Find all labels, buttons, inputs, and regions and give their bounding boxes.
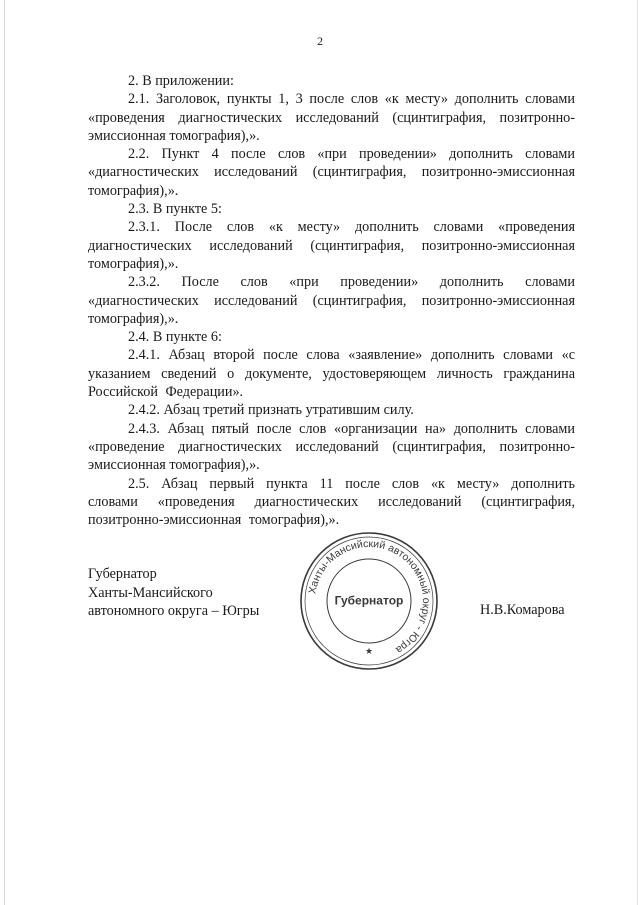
- paragraph-2-5: 2.5. Абзац первый пункта 11 после слов «к месту» дополнить словами «проведения диагностических исследований (сцинтиграфия, позитронно-эмиссионная томография),».: [88, 475, 575, 529]
- signatory-line-1: Губернатор: [88, 566, 157, 582]
- signatory-line-3: автономного округа – Югры: [88, 603, 260, 619]
- document-body: [88, 72, 575, 529]
- paragraph-2-3-2: 2.3.2. После слов «при проведении» дополнить словами «диагностических исследований (сцинтиграфия, позитронно-эмиссионная томография),».: [88, 274, 575, 327]
- page-number: 2: [317, 34, 323, 48]
- scan-edge-left: [4, 0, 5, 905]
- official-seal: [298, 530, 440, 672]
- seal-ring-text: Ханты-Мансийский автономный округ - Югра: [306, 537, 433, 656]
- paragraph-2-3: 2.3. В пункте 5:: [128, 201, 222, 218]
- star-icon: ★: [364, 647, 374, 657]
- paragraph-2-1: 2.1. Заголовок, пункты 1, 3 после слов «к месту» дополнить словами «проведения диагностических исследований (сцинтиграфия, позитронно-эмиссионная томография),».: [88, 91, 575, 144]
- signatory-name: Н.В.Комарова: [480, 602, 565, 618]
- paragraph-2-4-1: 2.4.1. Абзац второй после слова «заявление» дополнить словами «с указанием сведений о документе, удостоверяющем личность гражданина Российской Федерации».: [88, 347, 575, 401]
- paragraph-2-4-3: 2.4.3. Абзац пятый после слов «организации на» дополнить словами «проведение диагностических исследований (сцинтиграфия, позитронно-эмиссионная томография),».: [88, 420, 575, 474]
- paragraph-2-3-1: 2.3.1. После слов «к месту» дополнить словами «проведения диагностических исследований (сцинтиграфия, позитронно-эмиссионная томография),».: [88, 219, 575, 272]
- paragraph-2: 2. В приложении:: [128, 73, 234, 89]
- paragraph-2-4: 2.4. В пункте 6:: [128, 329, 222, 346]
- paragraph-2-2: 2.2. Пункт 4 после слов «при проведении» дополнить словами «диагностических исследований (сцинтиграфия, позитронно-эмиссионная томография),».: [88, 146, 575, 199]
- signatory-line-2: Ханты-Мансийского: [88, 584, 213, 601]
- signatory-title: [88, 565, 259, 621]
- paragraph-2-4-2: 2.4.2. Абзац третий признать утратившим силу.: [128, 402, 414, 419]
- seal-center-text: Губернатор: [334, 593, 404, 608]
- scan-edge-right: [637, 0, 638, 905]
